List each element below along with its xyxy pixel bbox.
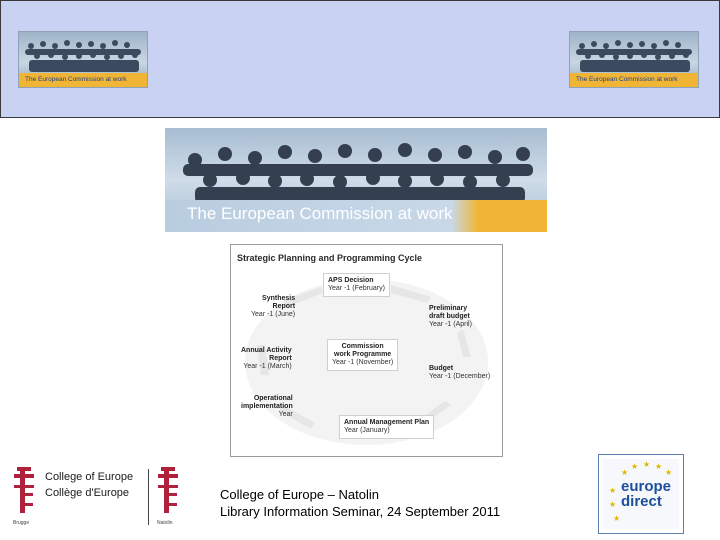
synthesis-when: Year -1 (June) <box>251 311 296 318</box>
annual-management-plan-node <box>339 415 434 439</box>
europe-direct-panel <box>603 459 679 529</box>
caption-line-2: Library Information Seminar, 24 September 2011 <box>220 504 501 519</box>
star-icon: ★ <box>643 460 651 469</box>
commission-banner <box>165 128 547 232</box>
annual-activity-report-node <box>241 347 292 371</box>
cwp-when: Year -1 (November) <box>332 359 394 366</box>
caption-line-1: College of Europe – Natolin <box>220 487 379 502</box>
commission-work-programme-node <box>327 339 398 371</box>
star-icon: ★ <box>613 514 621 523</box>
europe-direct-line-2: direct <box>621 493 662 510</box>
operational-label-1: Operational <box>253 395 293 402</box>
cycle-title: Strategic Planning and Programming Cycle <box>237 253 423 263</box>
pdb-label-2: draft budget <box>429 313 470 320</box>
budget-when: Year -1 (December) <box>429 373 491 380</box>
budget-label: Budget <box>429 365 454 372</box>
preliminary-draft-budget-node <box>429 305 472 329</box>
logo-divider <box>148 469 149 525</box>
europe-direct-line-1: europe <box>621 478 672 495</box>
star-icon: ★ <box>631 462 639 471</box>
aar-when: Year -1 (March) <box>243 363 292 370</box>
cwp-label-2: work Programme <box>334 351 392 358</box>
operational-implementation-node <box>241 395 293 419</box>
aar-label-2: Report <box>269 355 292 362</box>
synthesis-label-2: Report <box>272 303 296 310</box>
aps-when: Year -1 (February) <box>328 285 385 292</box>
college-name-en: College of Europe <box>45 471 134 483</box>
star-icon: ★ <box>621 468 629 477</box>
europe-direct-logo <box>598 454 684 534</box>
pdb-label-1: Preliminary <box>429 305 468 312</box>
natolin-label: Natolin <box>157 520 173 526</box>
college-of-europe-emblem <box>12 467 36 519</box>
operational-when: Year <box>278 411 293 418</box>
planning-cycle-diagram <box>230 244 503 457</box>
pdb-when: Year -1 (April) <box>429 321 472 328</box>
star-icon: ★ <box>609 500 617 509</box>
budget-node <box>429 365 490 381</box>
aps-decision-node <box>323 273 390 297</box>
college-name-fr: Collège d'Europe <box>45 487 130 499</box>
aps-label: APS Decision <box>328 277 374 284</box>
star-icon: ★ <box>609 486 617 495</box>
star-icon: ★ <box>665 468 673 477</box>
amp-when: Year (January) <box>344 427 390 434</box>
thumbnail-caption: The European Commission at work <box>570 73 698 87</box>
europe-direct-wordmark <box>621 479 671 509</box>
commission-thumbnail-left <box>18 31 148 88</box>
thumbnail-caption: The European Commission at work <box>19 73 147 87</box>
bruges-label: Brugge <box>13 520 30 526</box>
college-of-europe-logo <box>10 463 190 529</box>
synthesis-label-1: Synthesis <box>262 295 296 302</box>
star-icon: ★ <box>655 462 663 471</box>
operational-label-2: implementation <box>241 403 293 410</box>
synthesis-report-node <box>251 295 295 319</box>
commission-thumbnail-right <box>569 31 699 88</box>
cwp-label-1: Commission <box>341 343 384 350</box>
banner-title: The European Commission at work <box>187 204 453 223</box>
amp-label: Annual Management Plan <box>344 419 430 426</box>
aar-label-1: Annual Activity <box>241 347 292 354</box>
natolin-emblem <box>156 467 180 519</box>
slide-caption <box>220 486 500 520</box>
